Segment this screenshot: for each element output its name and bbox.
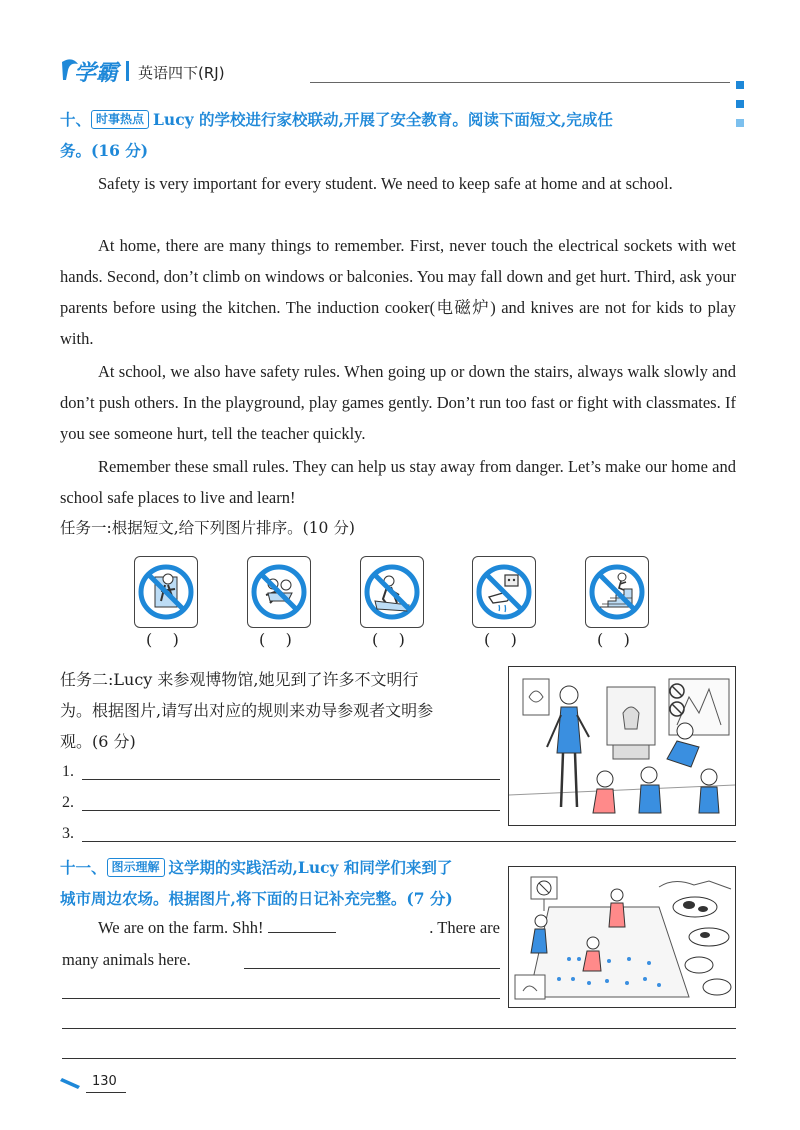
section10-heading bbox=[60, 104, 740, 166]
diary-line-2 bbox=[62, 950, 191, 970]
section11-tag: 图示理解 bbox=[107, 858, 165, 877]
header-divider bbox=[126, 61, 129, 81]
task1-paren-5[interactable]: ( ) bbox=[597, 630, 630, 649]
no-wet-hands-socket-icon bbox=[473, 557, 535, 627]
task2-answer-line-3[interactable] bbox=[82, 841, 736, 842]
no-climbing-icon bbox=[135, 557, 197, 627]
no-pushing-icon bbox=[361, 557, 423, 627]
section10-heading-line1: Lucy 的学校进行家校联动,开展了安全教育。阅读下面短文,完成任 bbox=[153, 110, 613, 129]
task2-title-line3: 观。(6 分) bbox=[60, 732, 136, 751]
section10-heading-line2: 务。(16 分) bbox=[60, 141, 149, 160]
task1-card-1 bbox=[134, 556, 198, 628]
task2-answer-label-1: 1. bbox=[62, 763, 74, 780]
task1-title: 任务一:根据短文,给下列图片排序。(10 分) bbox=[60, 519, 355, 537]
farm-illustration bbox=[508, 866, 736, 1008]
passage-paragraph-4: Remember these small rules. They can help us stay away from danger. Let’s make our home and school safe places to live and learn! bbox=[60, 457, 736, 507]
passage-paragraph-1: Safety is very important for every student. We need to keep safe at home and at school. bbox=[98, 174, 673, 193]
section10-tag: 时事热点 bbox=[91, 110, 149, 129]
task2-answer-line-2[interactable] bbox=[82, 810, 500, 811]
task1-card-4 bbox=[472, 556, 536, 628]
passage-paragraph-2: At home, there are many things to remember. First, never touch the electrical sockets with wet hands. Second, don’t climb on windows or balconies. You may fall down and get hurt. Third, ask your parents before using the kitchen. The induction cooker(电磁炉) and knives are not for kids to play with. bbox=[60, 236, 736, 348]
task1-paren-3[interactable]: ( ) bbox=[372, 630, 405, 649]
task2-title-line2: 为。根据图片,请写出对应的规则来劝导参观者文明参 bbox=[60, 701, 434, 720]
task1-card-2 bbox=[247, 556, 311, 628]
diary-line-1 bbox=[98, 918, 500, 938]
no-fighting-icon bbox=[248, 557, 310, 627]
task1-paren-1[interactable]: ( ) bbox=[146, 630, 179, 649]
section11-heading-line1: 这学期的实践活动,Lucy 和同学们来到了 bbox=[168, 858, 453, 877]
section10-number: 十、 bbox=[60, 110, 92, 129]
section11-heading bbox=[60, 852, 510, 914]
diary-answer-line-2[interactable] bbox=[62, 998, 500, 999]
diary-answer-line-3[interactable] bbox=[62, 1028, 736, 1029]
passage-paragraph-3: At school, we also have safety rules. When going up or down the stairs, always walk slowly and don’t push others. In the playground, play games gently. Don’t run too fast or fight with classmates. If you see someone hurt, tell the teacher quickly. bbox=[60, 362, 736, 443]
diary-answer-line-4[interactable] bbox=[62, 1058, 736, 1059]
footer bbox=[60, 1072, 140, 1092]
diary-text-after-blank: . There are bbox=[429, 918, 500, 937]
task2-title bbox=[60, 664, 500, 757]
page-number: 130 bbox=[92, 1074, 117, 1089]
task1-card-3 bbox=[360, 556, 424, 628]
diary-text-before-blank: We are on the farm. Shh! bbox=[98, 918, 264, 937]
no-running-stairs-icon bbox=[586, 557, 648, 627]
section11-heading-line2: 城市周边农场。根据图片,将下面的日记补充完整。(7 分) bbox=[60, 889, 453, 908]
task2-answer-line-1[interactable] bbox=[82, 779, 500, 780]
header bbox=[60, 52, 740, 88]
task1-paren-4[interactable]: ( ) bbox=[484, 630, 517, 649]
diary-blank[interactable] bbox=[268, 932, 336, 933]
farm-scene-icon bbox=[509, 867, 735, 1007]
book-title: 英语四下(RJ) bbox=[138, 64, 225, 82]
task2-title-line1: 任务二:Lucy 来参观博物馆,她见到了许多不文明行 bbox=[60, 670, 419, 689]
task2-answer-label-3: 3. bbox=[62, 825, 74, 842]
diary-text-line2: many animals here. bbox=[62, 950, 191, 969]
task1-paren-2[interactable]: ( ) bbox=[259, 630, 292, 649]
diary-answer-line-1[interactable] bbox=[244, 968, 500, 969]
museum-scene-icon bbox=[509, 667, 735, 825]
pencil-icon bbox=[60, 1074, 84, 1090]
footer-rule bbox=[86, 1092, 126, 1093]
section11-number: 十一、 bbox=[60, 858, 107, 877]
museum-illustration bbox=[508, 666, 736, 826]
logo-text: 学霸 bbox=[74, 61, 119, 86]
header-rule bbox=[310, 82, 730, 83]
task1-card-5 bbox=[585, 556, 649, 628]
task2-answer-label-2: 2. bbox=[62, 794, 74, 811]
